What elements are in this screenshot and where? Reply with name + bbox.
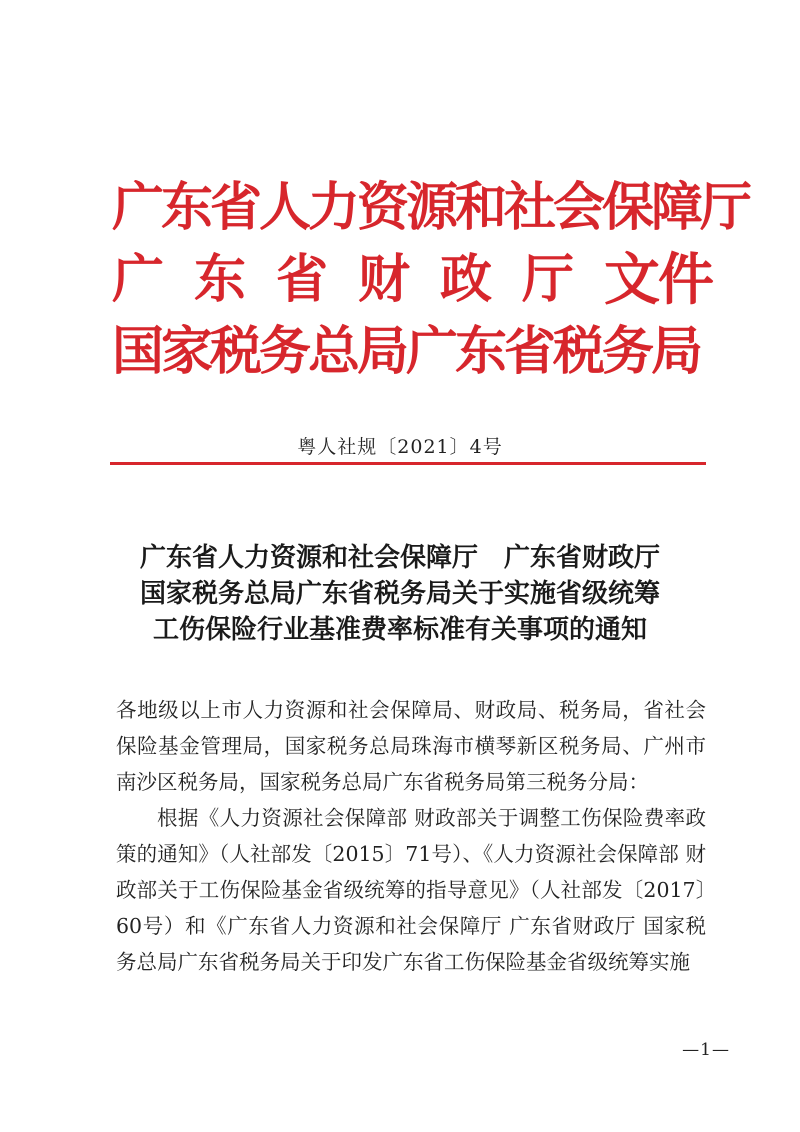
issuer-line-2 — [112, 244, 712, 316]
issuer-line-3: 国家税务总局广东省税务局 — [112, 321, 701, 382]
issuer-line-1: 广东省人力资源和社会保障厅 — [112, 177, 750, 238]
recipients-paragraph: 各地级以上市人力资源和社会保障局、财政局、税务局，省社会保险基金管理局，国家税务总局珠海市横琴新区税务局、广州市南沙区税务局，国家税务总局广东省税务局第三税务分局： — [116, 698, 706, 794]
issuer-line-2-char: 财 — [358, 249, 411, 310]
issuer-line-2-char: 政 — [440, 249, 493, 310]
document-title — [0, 540, 800, 648]
issuer-header — [112, 172, 750, 388]
document-label: 文件 — [604, 247, 712, 313]
document-number: 粤人社规〔2021〕4号 — [297, 436, 503, 458]
document-body — [116, 692, 706, 980]
page-number: —1— — [682, 1040, 730, 1060]
issuer-line-2-char: 东 — [194, 249, 247, 310]
title-line-1: 广东省人力资源和社会保障厅 广东省财政厅 — [139, 543, 660, 573]
title-line-3: 工伤保险行业基准费率标准有关事项的通知 — [152, 615, 647, 645]
red-divider — [110, 462, 706, 465]
issuer-line-2-char: 广 — [112, 249, 165, 310]
issuer-line-2-char: 省 — [276, 249, 329, 310]
title-line-2: 国家税务总局广东省税务局关于实施省级统筹 — [139, 579, 660, 609]
issuer-line-2-char: 厅 — [522, 249, 575, 310]
body-paragraph-1: 根据《人力资源社会保障部 财政部关于调整工伤保险费率政策的通知》（人社部发〔2015〕71号）、《人力资源社会保障部 财政部关于工伤保险基金省级统筹的指导意见》（人社部发〔2017〕60号）和《广东省人力资源和社会保障厅 广东省财政厅 国家税务总局广东省税务局关于印发广东省工伤保险基金省级统筹实施 — [116, 806, 706, 974]
